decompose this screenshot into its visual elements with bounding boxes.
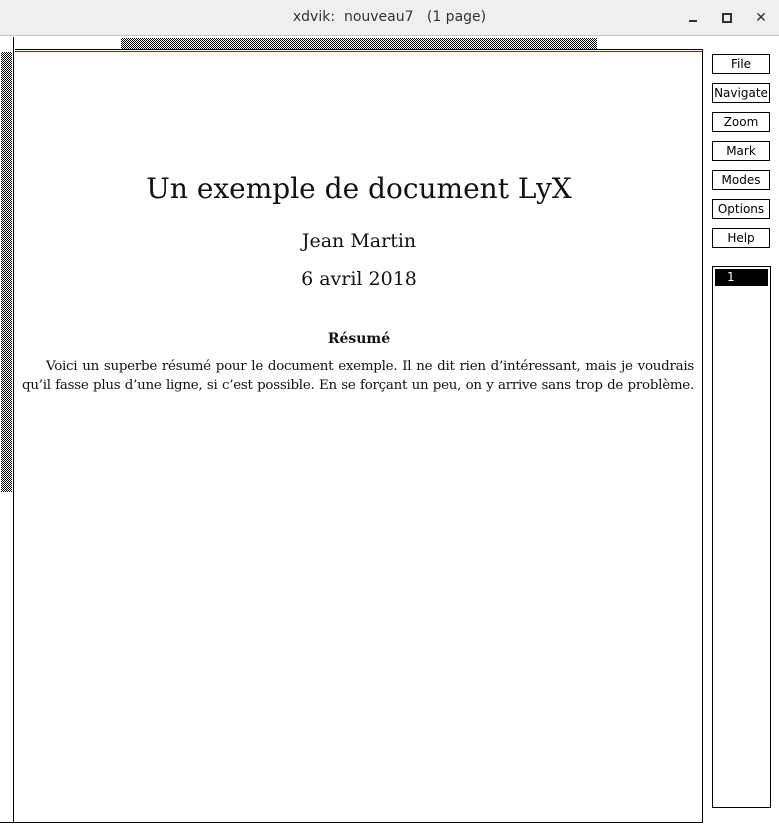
abstract-line: qu’il fasse plus d’une ligne, si c’est possible. En se forçant un peu, on y arrive sans trop de problème. xyxy=(22,378,694,393)
document-title: Un exemple de document LyX xyxy=(146,172,572,205)
maximize-button[interactable] xyxy=(718,9,736,27)
help-button[interactable]: Help xyxy=(712,228,770,248)
xdvi-app xyxy=(0,37,779,839)
minimize-button[interactable] xyxy=(684,9,702,27)
horizontal-scroll-thumb[interactable] xyxy=(121,38,597,49)
abstract-heading: Résumé xyxy=(327,331,391,347)
page-top-rule xyxy=(15,51,703,52)
zoom-button[interactable]: Zoom xyxy=(712,112,770,132)
page-list[interactable] xyxy=(712,266,771,808)
document-author: Jean Martin xyxy=(301,230,417,252)
modes-button[interactable]: Modes xyxy=(712,170,770,190)
close-icon: ✕ xyxy=(755,10,767,26)
horizontal-scrollbar[interactable] xyxy=(15,37,703,50)
abstract-line: Voici un superbe résumé pour le document exemple. Il ne dit rien d’intéressant, mais je voudrais xyxy=(46,359,694,374)
window-titlebar xyxy=(0,0,779,36)
vertical-scrollbar[interactable] xyxy=(0,37,14,822)
status-bar xyxy=(0,822,703,839)
maximize-icon xyxy=(722,13,732,23)
mark-button[interactable]: Mark xyxy=(712,141,770,161)
window-title: xdvik: nouveau7 (1 page) xyxy=(292,9,487,25)
document-date: 6 avril 2018 xyxy=(301,268,417,290)
vertical-scroll-thumb[interactable] xyxy=(1,52,12,492)
button-panel xyxy=(703,37,779,839)
minimize-icon xyxy=(689,20,697,22)
navigate-button[interactable]: Navigate xyxy=(712,83,770,103)
document-page[interactable] xyxy=(15,50,703,822)
file-button[interactable]: File xyxy=(712,54,770,74)
options-button[interactable]: Options xyxy=(712,199,770,219)
page-list-item[interactable]: 1 xyxy=(715,269,768,286)
abstract-body xyxy=(22,357,694,395)
close-button[interactable] xyxy=(752,9,770,27)
